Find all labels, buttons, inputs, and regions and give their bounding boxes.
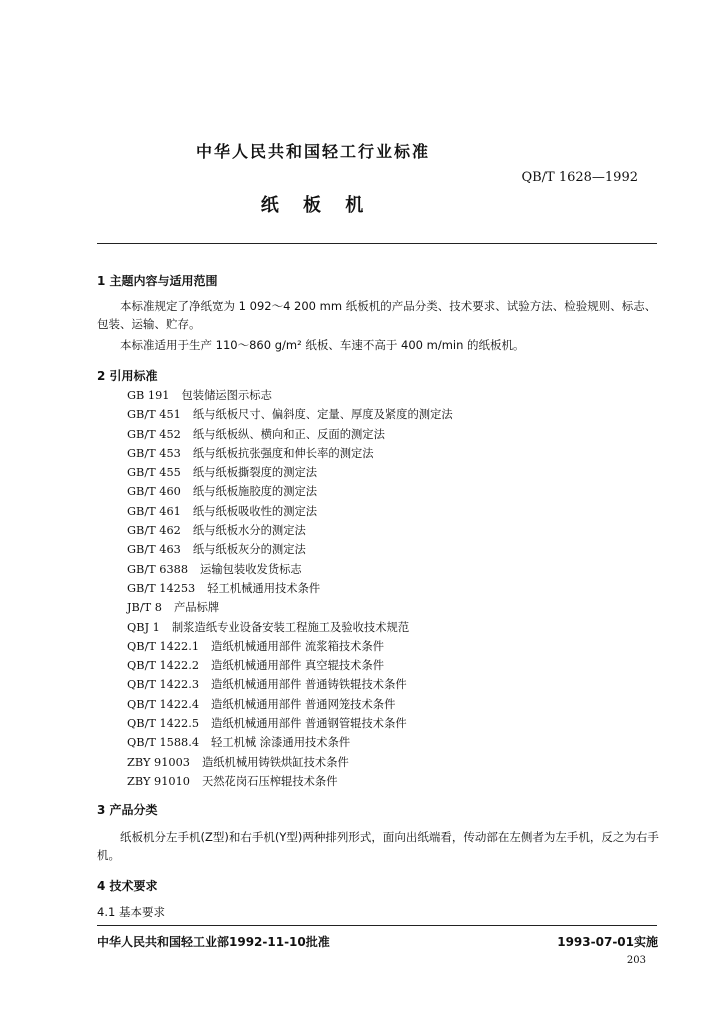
standard-item bbox=[127, 482, 453, 501]
standard-item bbox=[127, 598, 453, 617]
standard-code: GB/T 453 bbox=[127, 446, 181, 460]
standard-item bbox=[127, 675, 453, 694]
standard-code: GB/T 455 bbox=[127, 466, 181, 480]
section-2-heading: 2 引用标准 bbox=[97, 369, 158, 383]
standard-title: 产品标牌 bbox=[173, 601, 220, 615]
standard-title: 纸与纸板灰分的测定法 bbox=[192, 543, 306, 557]
standard-code: QB/T 1422.2 bbox=[127, 659, 200, 673]
standard-code: GB 191 bbox=[127, 389, 170, 402]
section-1-paragraph-1: 本标准规定了净纸宽为 1 092～4 200 mm 纸板机的产品分类、技术要求、试验方法、检验规则、标志、包装、运输、贮存。 bbox=[97, 299, 657, 331]
standard-item bbox=[127, 540, 453, 559]
standard-code: QBJ 1 bbox=[127, 620, 160, 634]
standard-item bbox=[127, 733, 453, 752]
standard-title: 造纸机械通用部件 真空辊技术条件 bbox=[211, 659, 385, 673]
referenced-standards-list bbox=[127, 386, 453, 791]
standard-item bbox=[127, 386, 453, 405]
standard-code: GB/T 14253 bbox=[127, 581, 196, 595]
standard-title: 造纸机械通用部件 流浆箱技术条件 bbox=[211, 639, 385, 653]
standard-title: 天然花岗石压榨辊技术条件 bbox=[201, 774, 338, 788]
standard-item bbox=[127, 425, 453, 444]
standard-title: 纸与纸板吸收性的测定法 bbox=[192, 504, 318, 518]
standard-item bbox=[127, 753, 453, 772]
standard-title: 轻工机械通用技术条件 bbox=[207, 581, 321, 595]
title-divider bbox=[97, 243, 657, 244]
standard-item bbox=[127, 521, 453, 540]
standard-title: 造纸机械通用部件 普通钢管辊技术条件 bbox=[211, 717, 407, 731]
section-1-heading: 1 主题内容与适用范围 bbox=[97, 274, 218, 288]
standard-title: 运输包装收发货标志 bbox=[200, 562, 302, 576]
standard-code: GB/T 460 bbox=[127, 485, 181, 499]
page-number: 203 bbox=[626, 955, 646, 966]
standard-item bbox=[127, 618, 453, 637]
standard-title: 纸与纸板抗张强度和伸长率的测定法 bbox=[192, 446, 374, 460]
section-4-1-heading: 4.1 基本要求 bbox=[97, 905, 165, 919]
standard-code: GB/T 452 bbox=[127, 427, 181, 441]
standard-title: 包装储运图示标志 bbox=[181, 389, 272, 402]
section-1-paragraph-2: 本标准适用于生产 110～860 g/m² 纸板、车速不高于 400 m/min 的纸板机。 bbox=[120, 338, 525, 352]
standard-item bbox=[127, 695, 453, 714]
standard-item bbox=[127, 444, 453, 463]
standard-code: QB/T 1422.5 bbox=[127, 717, 200, 731]
standard-title: 造纸机械用铸铁烘缸技术条件 bbox=[201, 755, 349, 769]
standard-code: GB/T 462 bbox=[127, 524, 181, 538]
implementation-date: 1993-07-01实施 bbox=[557, 935, 658, 949]
standard-item bbox=[127, 463, 453, 482]
standard-code: QB/T 1588.4 bbox=[127, 736, 200, 750]
standard-title: 纸与纸板尺寸、偏斜度、定量、厚度及紧度的测定法 bbox=[192, 408, 453, 422]
standard-item bbox=[127, 579, 453, 598]
section-3-paragraph: 纸板机分左手机(Z型)和右手机(Y型)两种排列形式，面向出纸端看，传动部在左侧者为左手机，反之为右手机。 bbox=[97, 830, 659, 862]
standard-code: ZBY 91010 bbox=[127, 774, 190, 788]
standard-item bbox=[127, 772, 453, 791]
standard-code: ZBY 91003 bbox=[127, 755, 190, 769]
standard-code: QB/T 1628—1992 bbox=[521, 170, 638, 185]
standard-title: 轻工机械 涂漆通用技术条件 bbox=[211, 736, 351, 750]
standard-title: 纸与纸板水分的测定法 bbox=[192, 524, 306, 538]
issuing-organization: 中华人民共和国轻工行业标准 bbox=[195, 142, 430, 161]
standard-item bbox=[127, 405, 453, 424]
standard-code: QB/T 1422.1 bbox=[127, 639, 200, 653]
standard-code: JB/T 8 bbox=[127, 601, 162, 615]
standard-item bbox=[127, 656, 453, 675]
document-title: 纸 板 机 bbox=[260, 195, 366, 216]
standard-code: QB/T 1422.3 bbox=[127, 678, 200, 692]
standard-title: 造纸机械通用部件 普通网笼技术条件 bbox=[211, 697, 396, 711]
section-4-heading: 4 技术要求 bbox=[97, 879, 158, 893]
footer-divider bbox=[97, 925, 657, 926]
standard-code: GB/T 451 bbox=[127, 408, 181, 422]
standard-title: 造纸机械通用部件 普通铸铁辊技术条件 bbox=[211, 678, 407, 692]
section-3-heading: 3 产品分类 bbox=[97, 803, 158, 817]
standard-title: 纸与纸板撕裂度的测定法 bbox=[192, 466, 318, 480]
standard-title: 纸与纸板施胶度的测定法 bbox=[192, 485, 318, 499]
approval-line: 中华人民共和国轻工业部1992-11-10批准 bbox=[97, 935, 330, 949]
standard-item bbox=[127, 560, 453, 579]
standard-code: QB/T 1422.4 bbox=[127, 697, 200, 711]
standard-item bbox=[127, 637, 453, 656]
standard-code: GB/T 6388 bbox=[127, 562, 189, 576]
standard-title: 制浆造纸专业设备安装工程施工及验收技术规范 bbox=[171, 620, 410, 634]
standard-code: GB/T 463 bbox=[127, 543, 181, 557]
standard-code: GB/T 461 bbox=[127, 504, 181, 518]
standard-title: 纸与纸板纵、横向和正、反面的测定法 bbox=[192, 427, 385, 441]
standard-item bbox=[127, 714, 453, 733]
standard-item bbox=[127, 502, 453, 521]
